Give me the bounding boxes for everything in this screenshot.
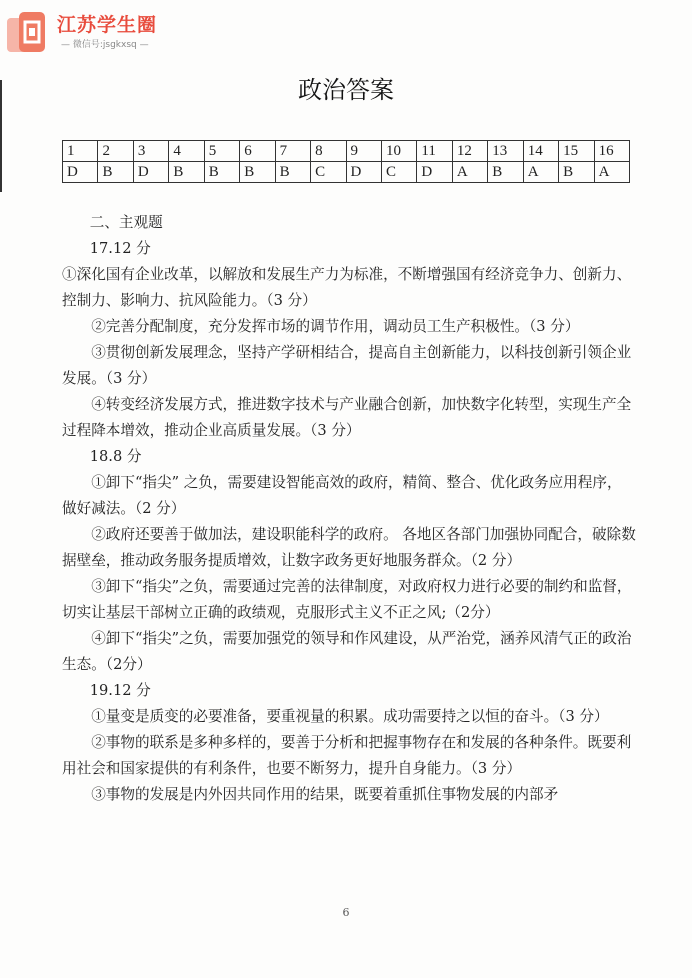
question-number-cell: 16 <box>594 141 629 162</box>
question-number-cell: 12 <box>452 141 487 162</box>
answer-cell: A <box>523 162 558 183</box>
question-number-cell: 14 <box>523 141 558 162</box>
jiangsu-student-circle-logo-icon <box>5 8 49 56</box>
subjective-answers <box>62 210 636 808</box>
q18-point-4: ④卸下“指尖”之负，需要加强党的领导和作风建设，从严治党，涵养风清气正的政治生态。（2分） <box>62 630 632 673</box>
question-number-cell: 6 <box>240 141 275 162</box>
watermark-wechat: — 微信号:jsgkxsq — <box>61 40 149 50</box>
q18-point-3: ③卸下“指尖”之负，需要通过完善的法律制度，对政府权力进行必要的制约和监督，切实让基层干部树立正确的政绩观，克服形式主义不正之风;（2分） <box>62 578 632 621</box>
question-number-cell: 11 <box>417 141 452 162</box>
question-number-cell: 7 <box>275 141 310 162</box>
question-number-cell: 15 <box>559 141 594 162</box>
question-number-cell: 4 <box>169 141 204 162</box>
answer-cell: C <box>381 162 416 183</box>
answer-cell: D <box>346 162 381 183</box>
q17-heading: 17.12 分 <box>89 240 151 257</box>
question-number-cell: 8 <box>311 141 346 162</box>
answer-cell: D <box>133 162 168 183</box>
answer-cell: A <box>452 162 487 183</box>
watermark-wechat-id: 微信号:jsgkxsq <box>72 40 137 50</box>
answer-table-answer-row <box>63 162 630 183</box>
page-number: 6 <box>342 906 350 919</box>
page-title: 政治答案 <box>298 76 394 104</box>
answer-cell: B <box>488 162 523 183</box>
question-number-cell: 2 <box>98 141 133 162</box>
answer-cell: B <box>240 162 275 183</box>
answer-cell: C <box>311 162 346 183</box>
q17-point-1: ①深化国有企业改革，以解放和发展生产力为标准，不断增强国有经济竞争力、创新力、控制力、影响力、抗风险能力。（3 分） <box>62 266 632 309</box>
answer-cell: B <box>204 162 239 183</box>
question-number-cell: 9 <box>346 141 381 162</box>
answer-cell: A <box>594 162 629 183</box>
q17-point-2: ②完善分配制度，充分发挥市场的调节作用，调动员工生产积极性。（3 分） <box>91 318 580 335</box>
answer-table-number-row <box>63 141 630 162</box>
answer-cell: B <box>559 162 594 183</box>
answer-cell: D <box>63 162 98 183</box>
watermark-name: 江苏学生圈 <box>57 14 158 36</box>
question-number-cell: 1 <box>63 141 98 162</box>
q17-point-3: ③贯彻创新发展理念，坚持产学研相结合，提高自主创新能力，以科技创新引领企业发展。（3 分） <box>62 344 632 387</box>
q19-point-2: ②事物的联系是多种多样的，要善于分析和把握事物存在和发展的各种条件。既要利用社会和国家提供的有利条件，也要不断努力，提升自身能力。（3 分） <box>62 734 632 777</box>
watermark-logo <box>3 6 173 58</box>
answer-table <box>62 140 630 183</box>
answer-cell: B <box>98 162 133 183</box>
q19-point-3: ③事物的发展是内外因共同作用的结果，既要着重抓住事物发展的内部矛 <box>91 786 559 803</box>
q19-heading: 19.12 分 <box>89 682 151 699</box>
q17-point-4: ④转变经济发展方式，推进数字技术与产业融合创新，加快数字化转型，实现生产全过程降本增效，推动企业高质量发展。（3 分） <box>62 396 632 439</box>
section-heading: 二、主观题 <box>89 214 163 231</box>
q18-point-1: ①卸下“指尖” 之负，需要建设智能高效的政府，精简、整合、优化政务应用程序，做好减法。（2 分） <box>62 474 622 517</box>
question-number-cell: 13 <box>488 141 523 162</box>
q18-heading: 18.8 分 <box>89 448 142 465</box>
answer-cell: B <box>275 162 310 183</box>
answer-cell: D <box>417 162 452 183</box>
answer-cell: B <box>169 162 204 183</box>
question-number-cell: 5 <box>204 141 239 162</box>
question-number-cell: 10 <box>381 141 416 162</box>
question-number-cell: 3 <box>133 141 168 162</box>
q19-point-1: ①量变是质变的必要准备，要重视量的积累。成功需要持之以恒的奋斗。（3 分） <box>91 708 609 725</box>
q18-point-2: ②政府还要善于做加法，建设职能科学的政府。 各地区各部门加强协同配合，破除数据壁垒，推动政务服务提质增效，让数字政务更好地服务群众。（2 分） <box>62 526 636 569</box>
